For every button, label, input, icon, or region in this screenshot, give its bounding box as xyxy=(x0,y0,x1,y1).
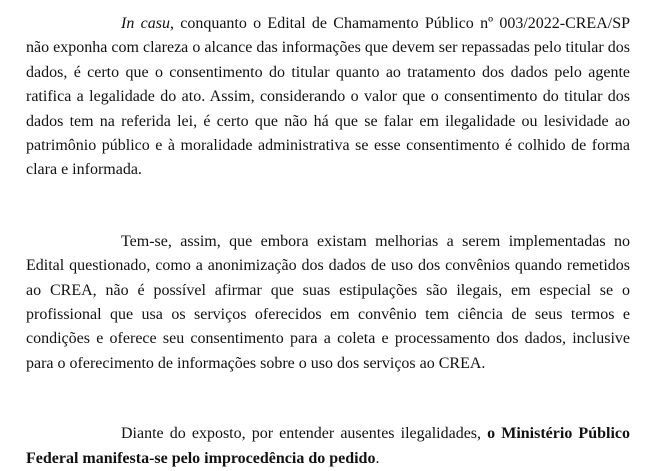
paragraph-conclusao-text: Diante do exposto, por entender ausentes ilegalidades, xyxy=(121,425,488,443)
conclusion-bold-statement: o Ministério Público Federal manifesta-se pelo improcedência do pedido xyxy=(26,425,630,467)
document-body xyxy=(26,12,630,471)
paragraph-in-casu xyxy=(26,12,630,183)
paragraph-spacer xyxy=(26,376,630,422)
paragraph-conclusao xyxy=(26,422,630,471)
paragraph-spacer xyxy=(26,183,630,230)
paragraph-melhorias xyxy=(26,230,630,376)
conclusion-period: . xyxy=(375,449,380,467)
paragraph-melhorias-text: Tem-se, assim, que embora existam melhorias a serem implementadas no Edital questionado, como a anonimização dos dados de uso dos convênios quando remetidos ao CREA, não é possível afirmar que suas estipulações são ilegais, em especial se o profissional que usa os serviços oferecidos em convênio tem ciência de seus termos e condições e oferece seu consentimento para a coleta e processamento dos dados, inclusive para o oferecimento de informações sobre o uso dos serviços ao CREA. xyxy=(26,232,630,372)
paragraph-in-casu-text: , conquanto o Edital de Chamamento Público nº 003/2022-CREA/SP não exponha com clareza o alcance das informações que devem ser repassadas pelo titular dos dados, é certo que o consentimento do titular quanto ao tratamento dos dados pelo agente ratifica a legalidade do ato. Assim, considerando o valor que o consentimento do titular dos dados tem na referida lei, é certo que não há que se falar em ilegalidade ou lesividade ao patrimônio público e à moralidade administrativa se esse consentimento é colhido de forma clara e informada. xyxy=(26,15,630,179)
latin-term-in-casu: In casu xyxy=(121,15,170,32)
